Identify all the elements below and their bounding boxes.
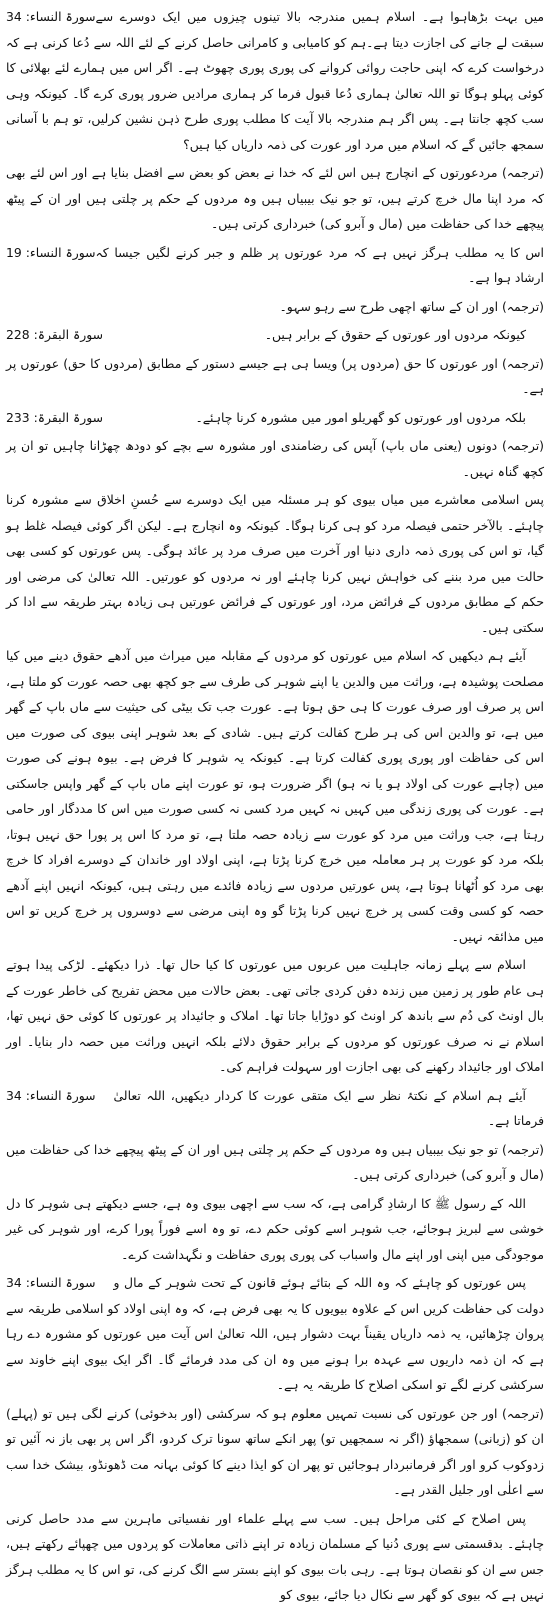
paragraph-text: (ترجمہ) اور ان کے ساتھ اچھی طرح سے رہو سہو۔ <box>279 298 544 314</box>
paragraph <box>6 240 544 291</box>
paragraph-text: پس عورتوں کو چاہئے کہ وہ اللہ کے بتائے ہوئے قانون کے تحت شوہر کے مال و دولت کی حفاظت کریں اس کے علاوہ بیویوں کا یہ بھی فرض ہے، کہ وہ اپنی اولاد کو اسلامی طریقہ سے پروان چڑھائیں، یہ ذمہ داریاں یقیناً بہت دشوار ہیں، اللہ تعالیٰ اس آیت میں عورتوں کو مشورہ دے رہا ہے کہ ان ذمہ داریوں سے عہدہ برا ہونے میں وہ ان کی مدد فرمائے گا۔ اگر ایک بیوی اپنے خاوند سے سرکشی کرنے لگے تو اسکی اصلاح کا طریقہ یہ ہے۔ <box>6 1275 544 1392</box>
paragraph <box>6 4 544 157</box>
quran-reference: سورۃ النساء: 34 <box>6 9 96 24</box>
paragraph-text: (ترجمہ) اور جن عورتوں کی نسبت تمہیں معلوم ہو کہ سرکشی (اور بدخوئی) کرنے لگی ہیں تو (پہلے) ان کو (زبانی) سمجھاؤ (اگر نہ سمجھیں تو) پھر انکے ساتھ سونا ترک کردو، اگر اس پر بھی باز نہ آئیں تو زدوکوب کرو اور اگر فرمانبردار ہوجائیں تو پھر ان کو ایذا دینے کا کوئی بہانہ مت ڈھونڈو، بیشک خدا سب سے اعلٰی اور جلیل القدر ہے۔ <box>6 1405 544 1497</box>
paragraph <box>6 433 544 484</box>
paragraph-text: اللہ کے رسول ﷺ کا ارشادِ گرامی ہے، کہ سب سے اچھی بیوی وہ ہے، جسے دیکھتے ہی شوہر کا دل خوشی سے لبریز ہوجائے، جب شوہر اسے کوئی حکم دے، تو وہ اسے فوراً پورا کرے، اور شوہر کی غیر موجودگی میں اپنی اور اپنے مال واسباب کی پوری پوری حفاظت و نگہداشت کرے۔ <box>6 1195 544 1262</box>
paragraph-text: اسلام سے پہلے زمانہ جاہلیت میں عربوں میں عورتوں کا کیا حال تھا۔ ذرا دیکھئے۔ لڑکی پیدا ہوتے ہی عام طور پر زمین میں زندہ دفن کردی جاتی تھی۔ بعض حالات میں محض تفریح کی خاطر عورت کے بال اونٹ کی دُم سے باندھ کر اونٹ کو دوڑایا جاتا تھا۔ املاک و جائیداد پر عورتوں کا کوئی حق نہیں تھا، اسلام نے نہ صرف عورتوں کو مردوں کے برابر حقوق دلائے بلکہ انہیں وراثت میں حصہ دار بنایا۔ اور املاک اور جائیداد رکھنے کی بھی اجازت اور سہولت فراہم کی۔ <box>6 957 544 1074</box>
paragraph <box>6 1137 544 1188</box>
paragraph-text: اس کا یہ مطلب ہرگز نہیں ہے کہ مرد عورتوں پر ظلم و جبر کرنے لگیں جیسا کہ ارشاد ہوا ہے۔ <box>95 244 544 285</box>
paragraph <box>6 160 544 237</box>
paragraph <box>6 643 544 949</box>
paragraph <box>6 1401 544 1503</box>
quran-reference: سورۃ النساء: 34 <box>6 1275 96 1290</box>
paragraph <box>6 1191 544 1268</box>
paragraph <box>6 1083 544 1134</box>
quran-reference: سورۃ النساء: 19 <box>6 244 96 260</box>
paragraph <box>6 1506 544 1608</box>
paragraph-text: (ترجمہ) اور عورتوں کا حق (مردوں پر) ویسا ہی ہے جیسے دستور کے مطابق (مردوں کا حق) عورتوں پر ہے۔ <box>6 355 544 396</box>
paragraph-text: (ترجمہ) تو جو نیک بیبیاں ہیں وہ مردوں کے حکم پر چلتی ہیں اور ان کے پیٹھ پیچھے خدا کی حفاظت میں (مال و آبرو کی) خبرداری کرتی ہیں۔ <box>6 1141 544 1182</box>
paragraph <box>6 952 544 1080</box>
paragraph-text: میں بہت بڑھاہوا ہے۔ اسلام ہمیں مندرجہ بالا تینوں چیزوں میں ایک دوسرے سے سبقت لے جانے کی اجازت دیتا ہے۔ہم کو کامیابی و کامرانی حاصل کرنے کے لئے اللہ سے دُعا کرنی ہے کہ درخواست کرے کہ اپنی حاجت روائی کروانے کی پوری پوری چھوٹ ہے۔ اگر اس میں ہمارے لئے بھلائی کا کوئی پہلو ہوگا تو اللہ تعالیٰ ہماری دُعا قبول فرما کر ہماری مرادیں ضرور پوری کرے گا۔ کیونکہ وہی سب کچھ جانتا ہے۔ پس اگر ہم مندرجہ بالا آیت کا مطلب پوری طرح ذہن نشین کرلیں، تو ہم با آسانی سمجھ جائیں گے کہ اسلام میں مرد اور عورت کی ذمہ داریاں کیا ہیں؟ <box>6 9 544 152</box>
paragraph <box>6 405 544 431</box>
paragraph-text: (ترجمہ) مردعورتوں کے انچارج ہیں اس لئے کہ خدا نے بعض کو بعض سے افضل بنایا ہے اور اس لئے بھی کہ مرد اپنا مال خرچ کرتے ہیں، تو جو نیک بیبیاں ہیں وہ مردوں کے حکم پر چلتی ہیں اور ان کے پیٹھ پیچھے خدا کی حفاظت میں (مال و آبرو کی) خبرداری کرتی ہیں۔ <box>6 165 544 231</box>
paragraph-text: آیئے ہم اسلام کے نکتۂ نظر سے ایک متقی عورت کا کردار دیکھیں، اللہ تعالیٰ فرماتا ہے۔ <box>113 1087 544 1128</box>
paragraph <box>6 294 544 320</box>
paragraph-text: (ترجمہ) دونوں (یعنی ماں باپ) آپس کی رضامندی اور مشورہ سے بچے کو دودھ چھڑانا چاہیں تو ان پر کچھ گناہ نہیں۔ <box>6 438 544 479</box>
paragraph <box>6 322 544 348</box>
quran-reference: سورۃ البقرۃ: 233 <box>6 409 104 425</box>
quran-reference: سورۃ النساء: 34 <box>6 1087 96 1103</box>
paragraph-text: پس اصلاح کے کئی مراحل ہیں۔ سب سے پہلے علماء اور نفسیاتی ماہرین سے مدد حاصل کرنی چاہئے۔ بدقسمتی سے پوری دُنیا کے مسلمان زیادہ تر اپنے ذاتی معاملات کو پردوں میں چھپائے رکھتے ہیں، جس سے ان کو نقصان ہوتا ہے۔ رہی بات بیوی کو اپنے بستر سے الگ کرنے کی، تو اس کا یہ مطلب ہرگز نہیں ہے کہ بیوی کو گھر سے نکال دیا جائے، بیوی کو <box>6 1510 544 1602</box>
paragraph-text: کیونکہ مردوں اور عورتوں کے حقوق کے برابر ہیں۔ <box>264 327 526 342</box>
paragraph-text: پس اسلامی معاشرے میں میاں بیوی کو ہر مسئلہ میں ایک دوسرے سے حُسنِ اخلاق سے مشورہ کرنا چاہئے۔ بالآخر حتمی فیصلہ مرد کو ہی کرنا ہوگا۔ کیونکہ وہ انچارج ہے۔ لیکن اگر کوئی فیصلہ غلط ہو گیا، تو اس کی پوری ذمہ داری دنیا اور آخرت میں صرف مرد پر عائد ہوگی۔ پس عورتوں کو کسی بھی حالت میں مرد بننے کی خواہش نہیں کرنا چاہئے اور نہ مردوں کو عورتیں۔ اللہ تعالیٰ کی مرضی اور حکم کے مطابق مردوں کے فرائض مرد، اور عورتوں کے فرائض عورتیں ہی زیادہ بہتر طریقہ سے ادا کر سکتی ہیں۔ <box>6 492 544 635</box>
paragraph-text: بلکہ مردوں اور عورتوں کو گھریلو امور میں مشورہ کرنا چاہئے۔ <box>195 409 526 425</box>
quran-reference: سورۃ البقرۃ: 228 <box>6 327 104 342</box>
paragraph <box>6 487 544 640</box>
paragraph <box>6 351 544 402</box>
paragraph <box>6 1270 544 1398</box>
paragraph-text: آیئے ہم دیکھیں کہ اسلام میں عورتوں کو مردوں کے مقابلہ میں میراث میں آدھے حقوق دینے میں کیا مصلحت پوشیدہ ہے، وراثت میں والدین یا اپنے شوہر کی طرف سے جو کچھ بھی حصہ عورت کو ملتا ہے، اس پر صرف اور صرف عورت کا ہی حق ہوتا ہے۔ عورت جب تک بیٹی کی حیثیت سے ماں باپ کے گھر میں ہے، تو والدین اس کی ہر طرح کفالت کرتے ہیں۔ شادی کے بعد شوہر اپنی بیوی کی صورت میں اس کی حفاظت اور پوری پوری کفالت کرتا ہے۔ کیونکہ یہ شوہر کا فرض ہے۔ بیوہ ہونے کی صورت میں (چاہے عورت کی اولاد ہو یا نہ ہو) اگر ضرورت ہو، تو عورت اپنے ماں باپ کے گھر واپس جاسکتی ہے۔ عورت کی پوری زندگی میں کہیں نہ کہیں مرد کسی نہ کسی صورت میں اس کا مددگار اور حامی رہتا ہے، جب وراثت میں مرد کو عورت سے زیادہ حصہ ملتا ہے، تو مرد کا اس پر پورا حق نہیں ہوتا، بلکہ مرد کو عورت پر ہر معاملہ میں خرچ کرنا پڑتا ہے، اپنی اولاد اور خاندان کے دوسرے افراد کا خرچ بھی مرد کو اُٹھانا ہوتا ہے، پس عورتیں مردوں سے زیادہ فائدے میں رہتی ہیں، کیونکہ انہیں اپنے آدھے حصہ کو کسی وقت کسی پر خرچ نہیں کرنا پڑتا گو وہ اپنی مرضی سے دوسروں پر خرچ کریں تو اس میں مذائقہ نہیں۔ <box>6 648 544 944</box>
